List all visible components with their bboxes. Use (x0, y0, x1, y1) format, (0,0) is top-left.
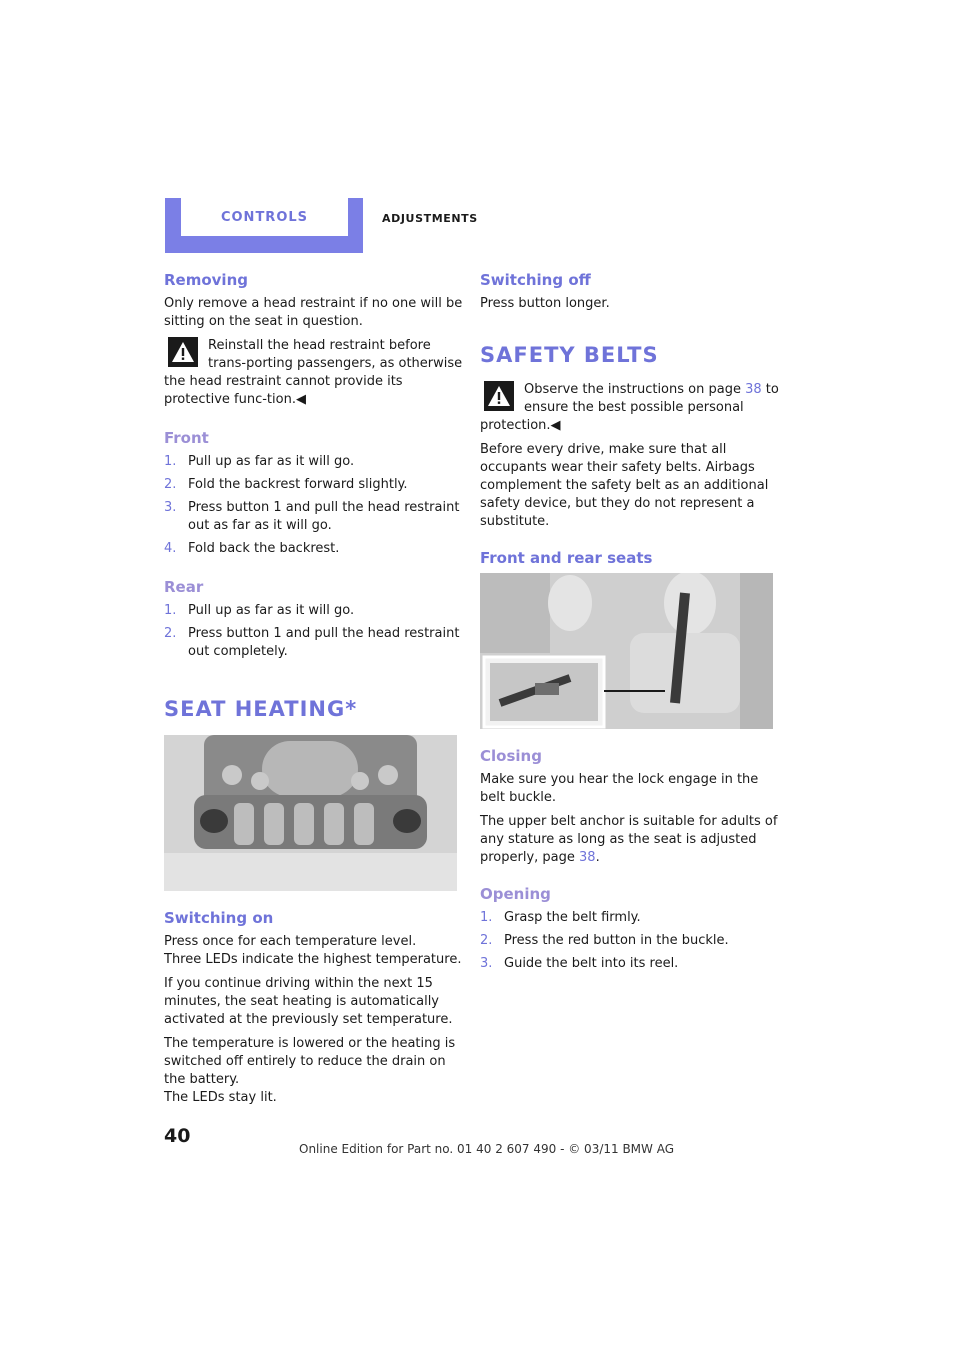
page-link[interactable]: 38 (745, 382, 762, 397)
page-number: 40 (164, 1125, 191, 1147)
removing-heading: Removing (164, 271, 248, 289)
front-rear-heading: Front and rear seats (480, 549, 653, 567)
closing-heading: Closing (480, 747, 542, 765)
edition-footer: Online Edition for Part no. 01 40 2 607 490 - © 03/11 BMW AG (299, 1142, 675, 1156)
list-item: 2. Press the red button in the buckle. (480, 933, 729, 948)
seat-heating-heading: SEAT HEATING* (164, 697, 358, 721)
list-item: 1. Pull up as far as it will go. (164, 454, 355, 469)
list-item: 1. Grasp the belt firmly. (480, 910, 641, 925)
list-item: 1. Pull up as far as it will go. (164, 603, 355, 618)
safety-warning: Observe the instructions on page 38 to ensure the best possible personal protection.◀ (480, 382, 779, 433)
belt-illustration (480, 573, 773, 729)
closing-text-2: The upper belt anchor is suitable for adults of any stature as long as the seat is adjusted properly, page 38. (480, 814, 778, 865)
seat-heating-photo (164, 735, 457, 891)
switching-on-text-1: Press once for each temperature level. Three LEDs indicate the highest temperature. (164, 934, 462, 967)
safety-text: Before every drive, make sure that all occupants wear their safety belts. Airbags complement the safety belt as an additional safety device, but they do not represent a substitute. (480, 442, 769, 529)
removing-warning (164, 337, 464, 409)
list-item: 2. Press button 1 and pull the head restraint out completely. (164, 626, 460, 659)
front-heading: Front (164, 429, 209, 447)
warning-icon (484, 381, 514, 411)
header-tab (165, 198, 363, 253)
front-steps (164, 453, 464, 558)
rear-steps (164, 602, 464, 661)
safety-belt-photo (480, 573, 773, 729)
opening-heading: Opening (480, 885, 551, 903)
list-item: 2. Fold the backrest forward slightly. (164, 477, 408, 492)
right-column (480, 271, 780, 979)
left-column (164, 271, 464, 1113)
closing-text-1: Make sure you hear the lock engage in the belt buckle. (480, 772, 759, 805)
switching-on-heading: Switching on (164, 909, 274, 927)
list-item: 4. Fold back the backrest. (164, 541, 340, 556)
switching-on-text-2: If you continue driving within the next 15 minutes, the seat heating is automatically activated at the previously set temperature. (164, 976, 453, 1027)
opening-steps (480, 909, 780, 973)
switching-off-heading: Switching off (480, 271, 591, 289)
switching-on-text-3: The temperature is lowered or the heating is switched off entirely to reduce the drain on the battery. The LEDs stay lit. (164, 1036, 456, 1105)
safety-belts-heading: SAFETY BELTS (480, 343, 659, 367)
removing-warning-text: Reinstall the head restraint before trans-porting passengers, as otherwise the head restraint cannot provide its protective func-tion.◀ (164, 338, 463, 407)
header-section-label: ADJUSTMENTS (382, 212, 478, 225)
page-link[interactable]: 38 (579, 850, 596, 865)
switching-off-text: Press button longer. (480, 296, 610, 311)
list-item: 3. Guide the belt into its reel. (480, 956, 679, 971)
list-item: 3. Press button 1 and pull the head restraint out as far as it will go. (164, 500, 460, 533)
header-tab-label: CONTROLS (181, 198, 348, 236)
removing-text: Only remove a head restraint if no one will be sitting on the seat in question. (164, 296, 463, 329)
warning-icon (168, 337, 198, 367)
console-illustration (164, 735, 457, 891)
rear-heading: Rear (164, 578, 204, 596)
